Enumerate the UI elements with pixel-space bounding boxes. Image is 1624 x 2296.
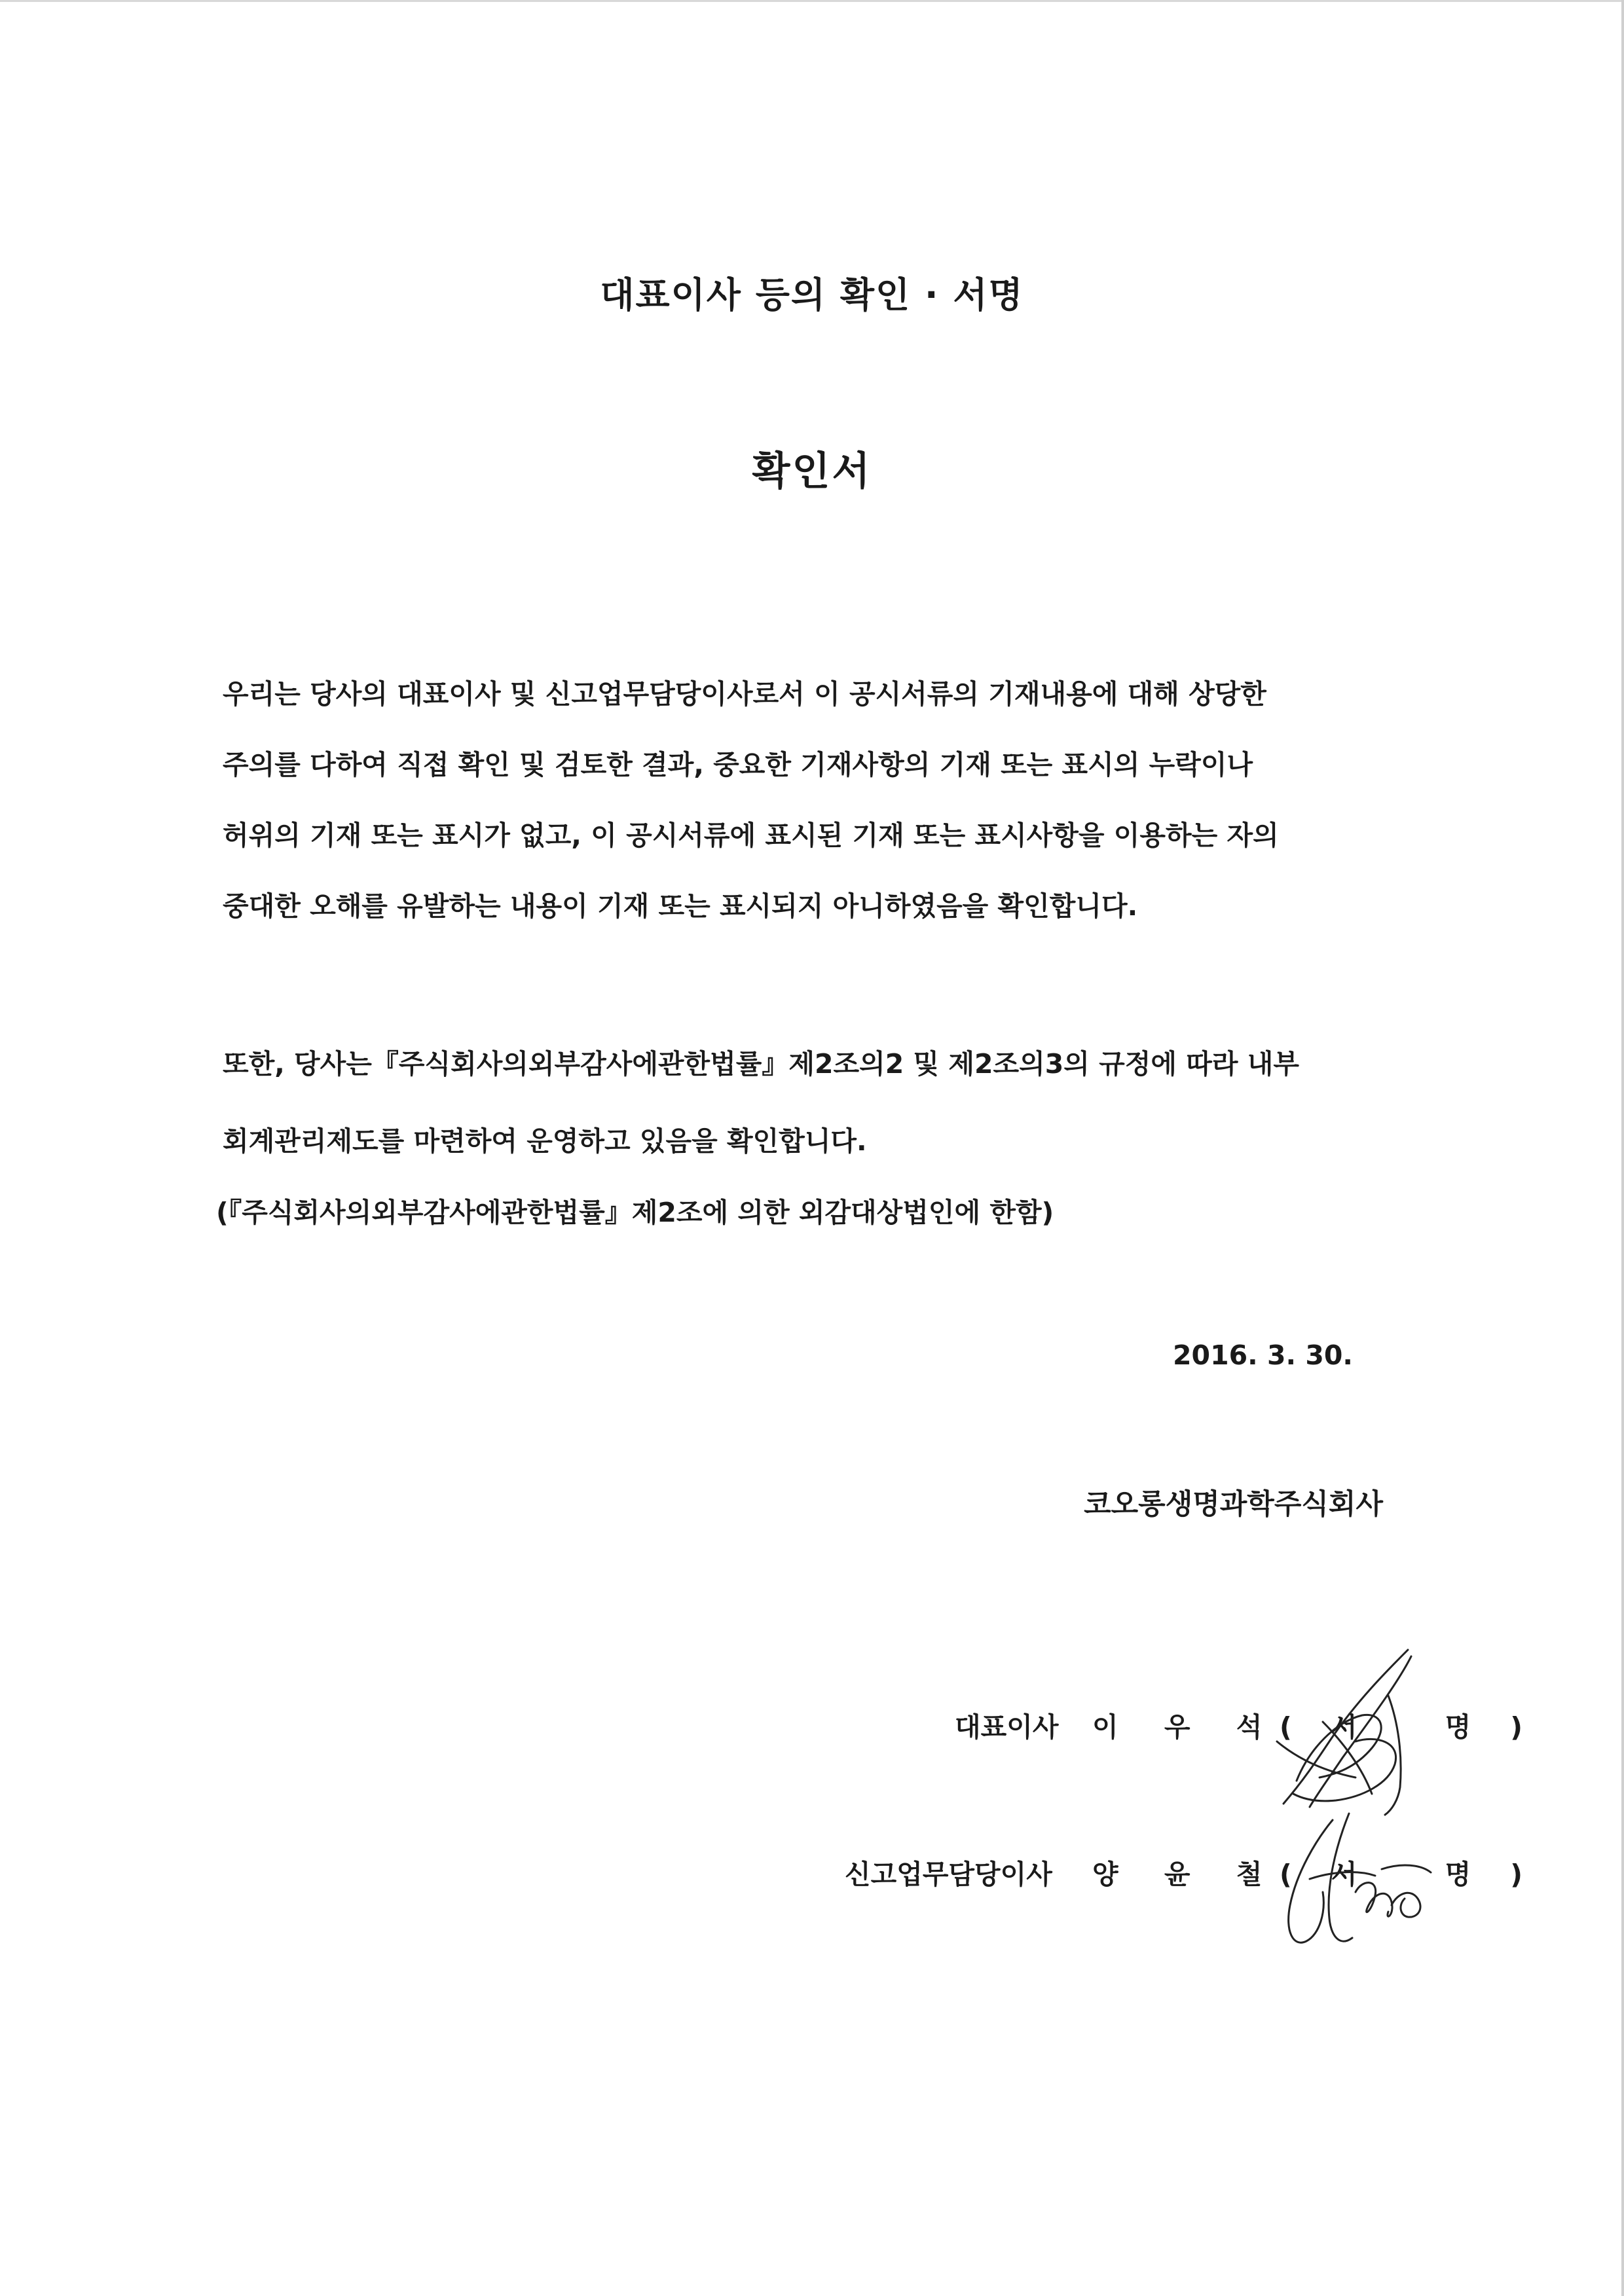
signature-placeholder: (서 명) xyxy=(1280,1711,1562,1743)
signature-placeholder: (서 명) xyxy=(1280,1859,1562,1890)
paragraph-line: 우리는 당사의 대표이사 및 신고업무담당이사로서 이 공시서류의 기재내용에 대해 상당한 xyxy=(223,678,1266,710)
signatory-name: 양 윤 철 xyxy=(1092,1859,1281,1890)
scope-note: (『주식회사의외부감사에관한법률』제2조에 의한 외감대상법인에 한함) xyxy=(216,1197,1054,1228)
document-date: 2016. 3. 30. xyxy=(1173,1339,1353,1371)
document-title: 확인서 xyxy=(752,448,872,494)
paragraph-line: 허위의 기재 또는 표시가 없고, 이 공시서류에 표시된 기재 또는 표시사항을 이용하는 자의 xyxy=(223,820,1279,851)
header-title: 대표이사 등의 확인 · 서명 xyxy=(600,274,1024,316)
paragraph-line: 회계관리제도를 마련하여 운영하고 있음을 확인합니다. xyxy=(223,1125,867,1157)
paragraph-line: 중대한 오해를 유발하는 내용이 기재 또는 표시되지 아니하였음을 확인합니다. xyxy=(223,890,1138,922)
signatory-role: 대표이사 xyxy=(955,1711,1059,1743)
confirmation-paragraph xyxy=(223,659,1401,941)
paragraph-line: 또한, 당사는『주식회사의외부감사에관한법률』제2조의2 및 제2조의3의 규정에 따라 내부 xyxy=(223,1048,1299,1080)
paragraph-line: 주의를 다하여 직접 확인 및 검토한 결과, 중요한 기재사항의 기재 또는 표시의 누락이나 xyxy=(223,749,1253,780)
company-name: 코오롱생명과학주식회사 xyxy=(1084,1488,1383,1521)
signatory-name: 이 우 석 xyxy=(1092,1711,1281,1743)
page-edge-right xyxy=(1621,0,1624,2296)
signatory-role: 신고업무담당이사 xyxy=(845,1859,1052,1890)
page-edge-top xyxy=(0,0,1624,2)
internal-control-paragraph xyxy=(223,1025,1401,1180)
